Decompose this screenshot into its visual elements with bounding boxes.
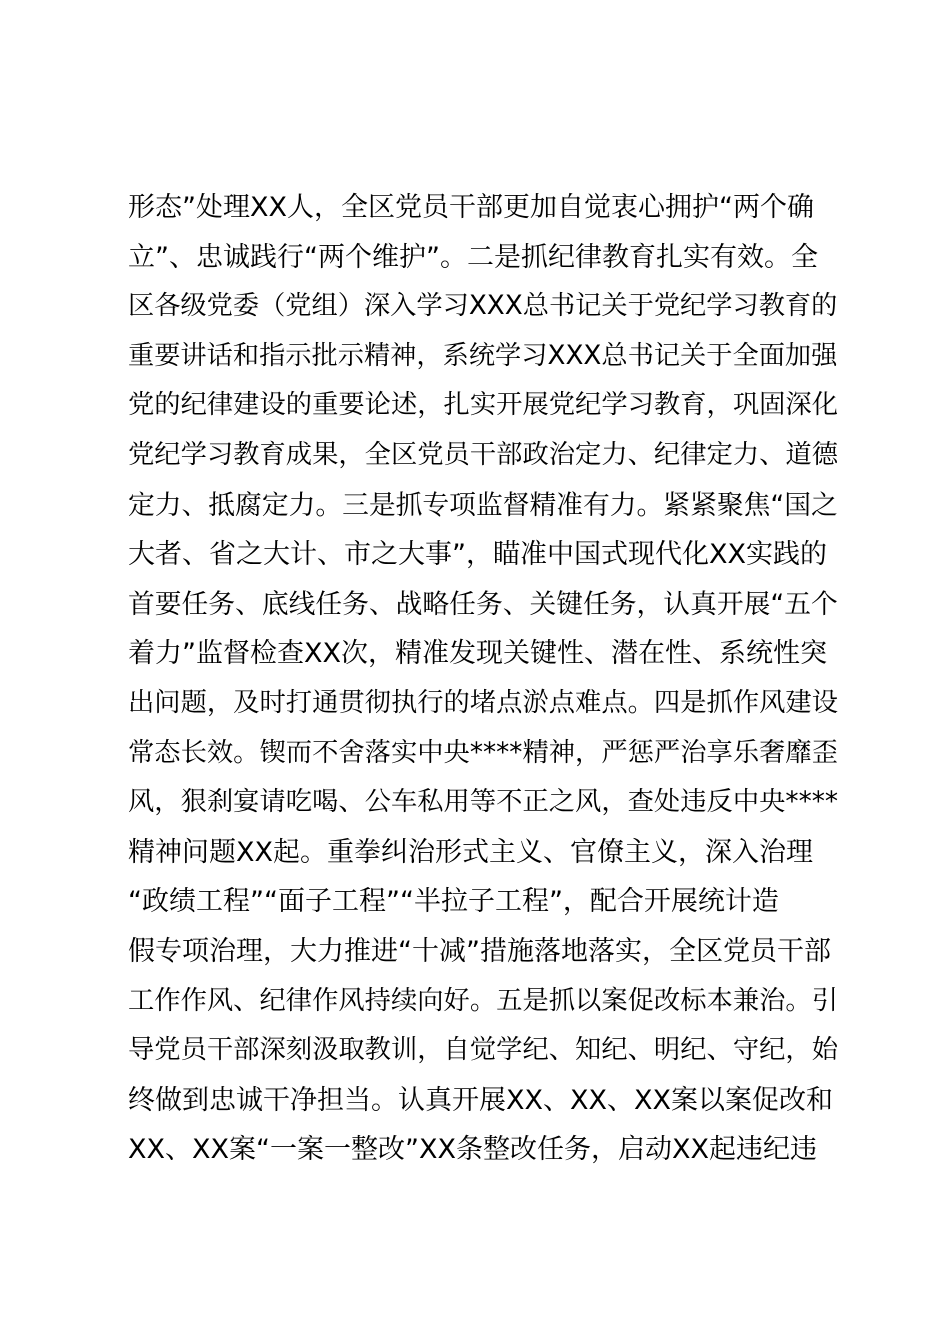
- text-line: 大者、省之大计、市之大事”，瞄准中国式现代化XX实践的: [128, 539, 827, 571]
- text-line: 常态长效。锲而不舍落实中央****精神，严惩严治享乐奢靡歪: [128, 737, 839, 768]
- text-line: 定力、抵腐定力。三是抓专项监督精准有力。紧紧聚焦“国之: [128, 489, 838, 521]
- text-line: 形态”处理XX人，全区党员干部更加自觉衷心拥护“两个确: [128, 192, 814, 223]
- text-line: “政绩工程”“面子工程”“半拉子工程”，配合开展统计造: [128, 886, 779, 918]
- text-line: 终做到忠诚干净担当。认真开展XX、XX、XX案以案促改和: [128, 1084, 833, 1116]
- text-line: 精神问题XX起。重拳纠治形式主义、官僚主义，深入治理: [128, 836, 813, 868]
- text-line: 党纪学习教育成果，全区党员干部政治定力、纪律定力、道德: [128, 439, 839, 470]
- text-line: 区各级党委（党组）深入学习XXX总书记关于党纪学习教育的: [128, 291, 838, 322]
- text-line: 重要讲话和指示批示精神，系统学习XXX总书记关于全面加强: [128, 340, 838, 371]
- text-line: 风，狠刹宴请吃喝、公车私用等不正之风，查处违反中央****: [128, 787, 839, 818]
- text-line: 出问题，及时打通贯彻执行的堵点淤点难点。四是抓作风建设: [128, 687, 839, 718]
- text-line: 导党员干部深刻汲取教训，自觉学纪、知纪、明纪、守纪，始: [128, 1035, 839, 1066]
- text-line: 假专项治理，大力推进“十减”措施落地落实，全区党员干部: [128, 935, 831, 967]
- body-paragraph: [128, 183, 838, 1175]
- text-line: 工作作风、纪律作风持续向好。五是抓以案促改标本兼治。引: [128, 985, 839, 1016]
- text-line: 党的纪律建设的重要论述，扎实开展党纪学习教育，巩固深化: [128, 390, 839, 421]
- text-line: 着力”监督检查XX次，精准发现关键性、潜在性、系统性突: [128, 638, 827, 670]
- text-line: 首要任务、底线任务、战略任务、关键任务，认真开展“五个: [128, 588, 838, 620]
- text-line: XX、XX案“一案一整改”XX条整改任务，启动XX起违纪违: [128, 1134, 817, 1166]
- text-line: 立”、忠诚践行“两个维护”。二是抓纪律教育扎实有效。全: [128, 241, 818, 273]
